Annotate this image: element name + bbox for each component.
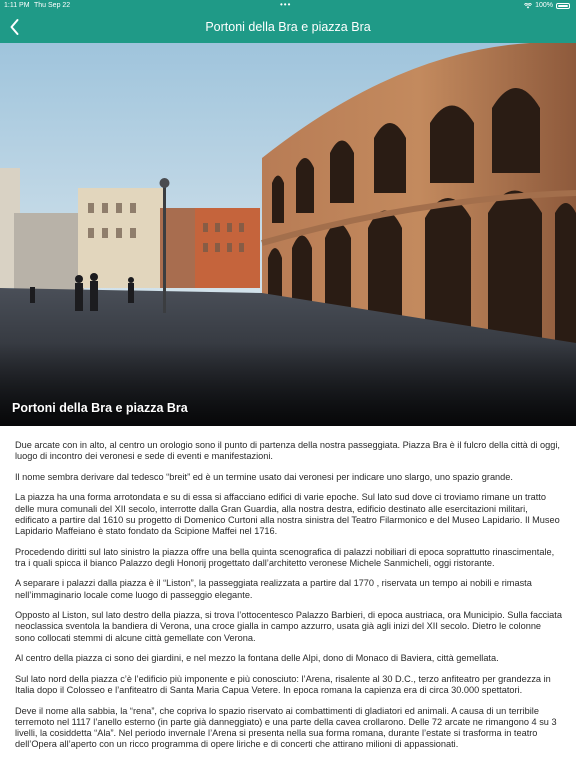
hero-caption: Portoni della Bra e piazza Bra: [12, 401, 188, 415]
battery-icon: [556, 3, 570, 9]
wifi-icon: [524, 3, 532, 9]
status-time: 1:11 PM: [4, 2, 30, 9]
paragraph: A separare i palazzi dalla piazza è il “Liston”, la passeggiata realizzata a partire dal 1770 , riservata un tempo ai nobili e rimasta nell’immaginario locale come luogo di passeggio elegante.: [15, 578, 532, 600]
arena-photo: [0, 43, 576, 426]
paragraph: Procedendo diritti sul lato sinistro la piazza offre una bella quinta scenografica di palazzi nobiliari di epoca soprattutto rinascimentale, tra i quali spicca il bianco Palazzo degli Honorij progettato dall’architetto veronese Michele Sanmicheli, oggi ristorante.: [15, 546, 555, 568]
hero-image: [0, 43, 576, 426]
paragraph: Due arcate con in alto, al centro un orologio sono il punto di partenza della nostra passeggiata. Piazza Bra è il fulcro della città di oggi, luogo di incontro dei veronesi e sede di eventi e manifestazioni.: [15, 440, 560, 462]
paragraph: Deve il nome alla sabbia, la “rena”, che copriva lo spazio riservato ai combattimenti di gladiatori ed animali. A causa di un terribile terremoto nel 1117 l’anello esterno (in parte già danneggiato) e una parte della cavea crollarono. Delle 72 arcate ne rimangono 4 su 3 livelli, la cosiddetta “Ala”. Nel periodo invernale l’Arena si presenta nella sua forma romana, durante l’estate si trasforma in teatro dell’Opera all’aperto con un ricco programma di opere liriche e di concerti che attirano milioni di appassionati.: [15, 705, 557, 750]
paragraph: Opposto al Liston, sul lato destro della piazza, si trova l’ottocentesco Palazzo Barbieri, di epoca austriaca, ora Municipio. Sulla facciata neoclassica sventola la bandiera di Verona, una croce gialla in campo azzurro, usata già agli inizi del XII secolo. Dietro le colonne sono collocati stemmi di alcune città gemellate con Verona.: [15, 610, 562, 643]
article-body: [15, 440, 563, 760]
battery-percent: 100%: [535, 2, 553, 9]
page-title: Portoni della Bra e piazza Bra: [205, 20, 371, 34]
paragraph: Il nome sembra derivare dal tedesco “breit” ed è un termine usato dai veronesi per indicare uno slargo, uno spazio grande.: [15, 471, 513, 482]
navigation-bar: [0, 12, 576, 43]
status-bar: [0, 0, 576, 12]
paragraph: La piazza ha una forma arrotondata e su di essa si affacciano edifici di varie epoche. Sul lato sud dove ci troviamo rimane un tratto delle mura comunali del XII secolo, interrotte dalla Gran Guardia, alla nostra destra, edificio destinato alle esercitazioni militari, edificato a partire dal 1610 su progetto di Domenico Curtoni alla nostra sinistra del Teatro Filarmonico e del Museo Lapidario. Il Museo Lapidario Maffeiano è stato fondato da Scipione Maffei nel 1716.: [15, 492, 560, 536]
status-right: [524, 2, 570, 9]
paragraph: Al centro della piazza ci sono dei giardini, e nel mezzo la fontana delle Alpi, dono di Monaco di Baviera, città gemellata.: [15, 653, 499, 664]
multitasking-dots-icon[interactable]: •••: [280, 0, 292, 9]
paragraph: Sul lato nord della piazza c’è l’edificio più imponente e più conosciuto: l’Arena, risalente al 30 D.C., terzo anfiteatro per grandezza in Italia dopo il Colosseo e l’anfiteatro di Santa Maria Capua Vetere. In epoca romana la capienza era di circa 30.000 spettatori.: [15, 673, 551, 695]
status-date: Thu Sep 22: [34, 2, 71, 9]
